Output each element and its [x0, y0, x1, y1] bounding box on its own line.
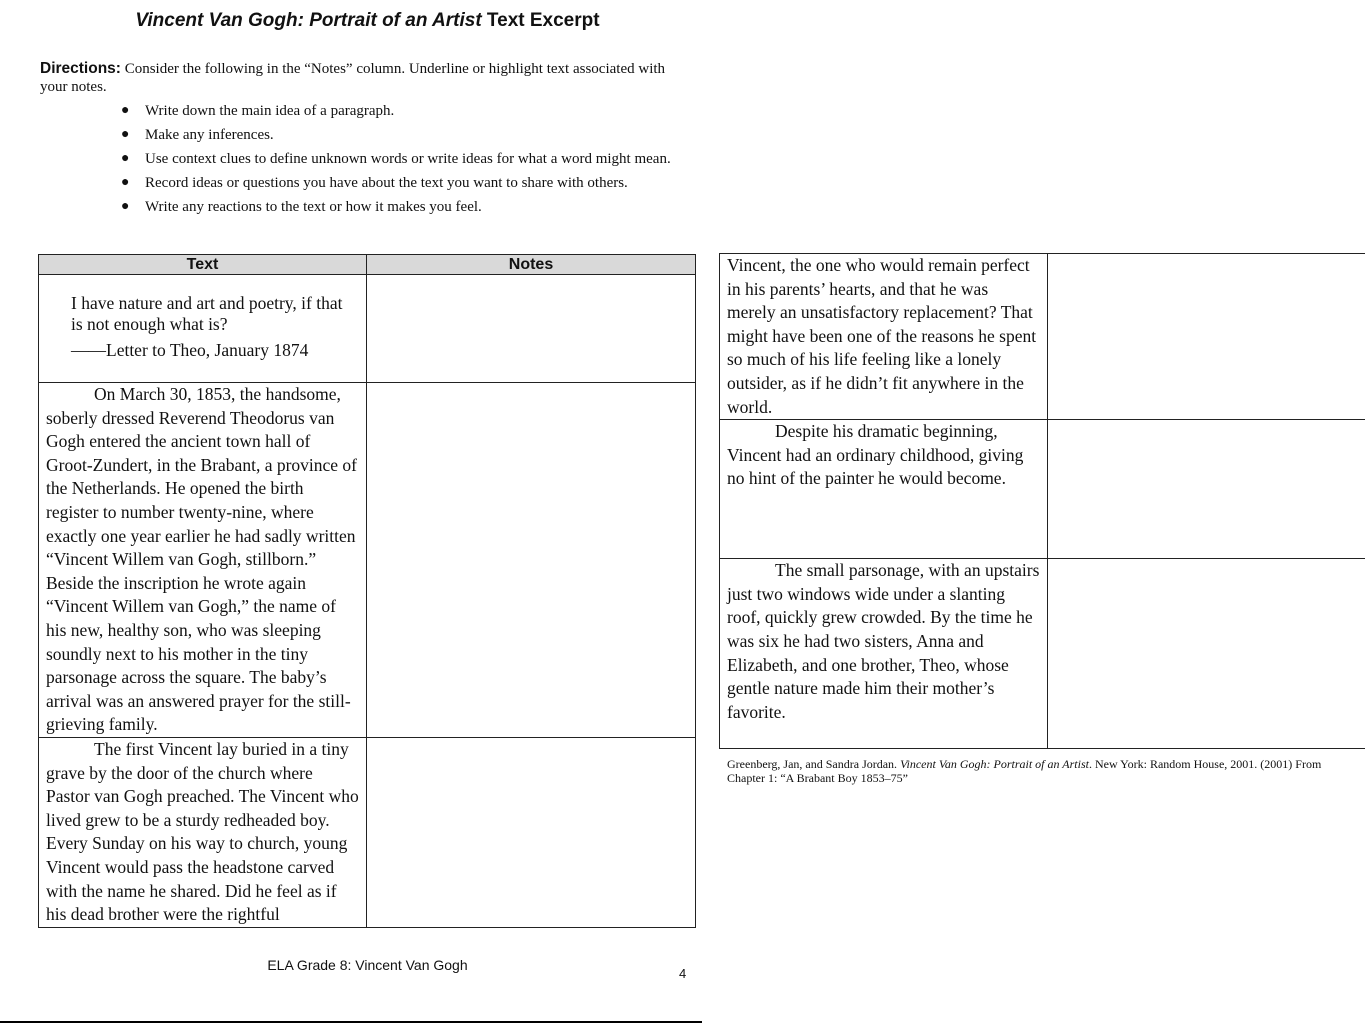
directions-list — [40, 102, 680, 216]
list-item — [121, 126, 680, 144]
bullet-icon: ● — [121, 127, 130, 142]
book-title: Vincent Van Gogh: Portrait of an Artist — [135, 10, 482, 31]
quote-source: ——Letter to Theo, January 1874 — [71, 340, 309, 360]
list-item-text: Make any inferences. — [145, 127, 274, 143]
directions-text: Consider the following in the “Notes” column. Underline or highlight text associated with your notes. — [40, 61, 666, 95]
citation-details: . New York: Random House, 2001. (2001) From Chapter 1: “A Brabant Boy 1853–75” — [727, 757, 1322, 785]
table-row — [720, 559, 1365, 749]
epigraph-quote — [39, 275, 366, 361]
notes-table-left — [38, 254, 696, 928]
directions — [40, 60, 680, 222]
list-item — [121, 198, 680, 216]
text-cell — [720, 254, 1048, 420]
table-row — [39, 738, 696, 928]
notes-cell[interactable] — [367, 275, 696, 383]
list-item-text: Write any reactions to the text or how it makes you feel. — [145, 199, 482, 215]
bottom-divider — [0, 1021, 702, 1023]
table-row — [39, 383, 696, 738]
list-item-text: Write down the main idea of a paragraph. — [145, 103, 395, 119]
list-item — [121, 150, 680, 168]
directions-intro — [40, 60, 680, 96]
notes-cell[interactable] — [367, 383, 696, 738]
bullet-icon: ● — [121, 103, 130, 118]
paragraph: On March 30, 1853, the handsome, soberly dressed Reverend Theodorus van Gogh entered the ancient town hall of Groot-Zundert, in the Brabant, a province of the Netherlands. He opened the birth register to number twenty-nine, where exactly one year earlier he had sadly written “Vincent Willem van Gogh, stillborn.” Beside the inscription he wrote again “Vincent Willem van Gogh,” the name of his new, healthy son, who was sleeping soundly next to his mother in the tiny parsonage across the square. The baby’s arrival was an answered prayer for the still-grieving family. — [46, 384, 358, 735]
notes-cell[interactable] — [1048, 420, 1365, 559]
citation-title: Vincent Van Gogh: Portrait of an Artist — [900, 757, 1089, 771]
bullet-icon: ● — [121, 199, 130, 214]
bullet-icon: ● — [121, 151, 130, 166]
notes-column-header: Notes — [367, 255, 696, 275]
paragraph: The small parsonage, with an upstairs just two windows wide under a slanting roof, quickly grew crowded. By the time he was six he had two sisters, Anna and Elizabeth, and one brother, Theo, whose gentle nature made him their mother’s favorite. — [727, 560, 1040, 722]
list-item — [121, 102, 680, 120]
notes-table-right — [719, 253, 1365, 749]
text-cell — [39, 738, 367, 928]
footer-course: ELA Grade 8: Vincent Van Gogh — [267, 957, 468, 973]
paragraph: Despite his dramatic beginning, Vincent had an ordinary childhood, giving no hint of the painter he would become. — [727, 421, 1024, 489]
notes-cell[interactable] — [1048, 254, 1365, 420]
list-item-text: Record ideas or questions you have about the text you want to share with others. — [145, 175, 628, 191]
directions-label: Directions: — [40, 60, 121, 77]
list-item — [121, 174, 680, 192]
table-row — [720, 420, 1365, 559]
citation-authors: Greenberg, Jan, and Sandra Jordan. — [727, 757, 901, 771]
citation — [727, 757, 1357, 785]
text-cell — [720, 559, 1048, 749]
notes-cell[interactable] — [367, 738, 696, 928]
table-header-row — [39, 255, 696, 275]
text-cell — [39, 275, 367, 383]
notes-cell[interactable] — [1048, 559, 1365, 749]
bullet-icon: ● — [121, 175, 130, 190]
quote-line: I have nature and art and poetry, if that is not enough what is? — [71, 293, 343, 334]
paragraph: Vincent, the one who would remain perfect in his parents’ hearts, and that he was merely an unsatisfactory replacement? That might have been one of the reasons he spent so much of his life feeling like a lonely outsider, as if he didn’t fit anywhere in the world. — [727, 255, 1037, 417]
list-item-text: Use context clues to define unknown words or write ideas for what a word might mean. — [145, 151, 671, 167]
paragraph: The first Vincent lay buried in a tiny grave by the door of the church where Pastor van Gogh preached. The Vincent who lived grew to be a sturdy redheaded boy. Every Sunday on his way to church, young Vincent would pass the headstone carved with the name he shared. Did he feel as if his dead brother were the rightful — [46, 739, 359, 925]
text-cell — [720, 420, 1048, 559]
text-cell — [39, 383, 367, 738]
table-row — [720, 254, 1365, 420]
text-column-header: Text — [39, 255, 367, 275]
page-number: 4 — [679, 966, 687, 981]
title-suffix: Text Excerpt — [481, 10, 600, 31]
table-row — [39, 275, 696, 383]
page-title — [0, 10, 735, 32]
